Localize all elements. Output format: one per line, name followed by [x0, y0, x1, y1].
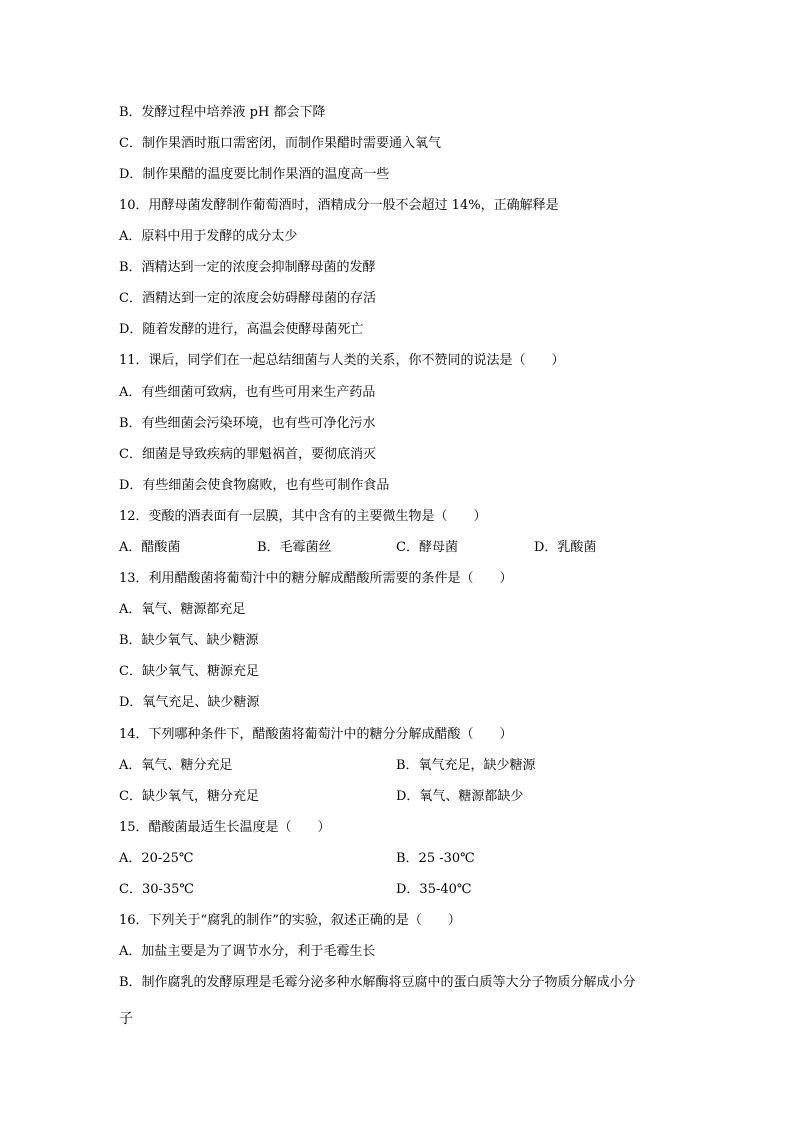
q13-option-d: D．氧气充足、缺少糖源 — [119, 695, 260, 710]
q14-option-a: A．氧气、糖分充足 — [119, 758, 233, 773]
q16-option-b: B．制作腐乳的发酵原理是毛霉分泌多种水解酶将豆腐中的蛋白质等大分子物质分解成小分 — [119, 975, 636, 990]
q10-option-d: D．随着发酵的进行，高温会使酵母菌死亡 — [119, 322, 364, 337]
q14-stem: 14．下列哪种条件下，醋酸菌将葡萄汁中的糖分分解成醋酸（ ） — [119, 727, 513, 742]
q15-option-d: D．35-40℃ — [396, 882, 472, 897]
q16-option-a: A．加盐主要是为了调节水分，利于毛霉生长 — [119, 944, 376, 959]
q12-stem: 12．变酸的酒表面有一层膜，其中含有的主要微生物是（ ） — [119, 509, 487, 524]
q11-option-d: D．有些细菌会使食物腐败，也有些可制作食品 — [119, 478, 390, 493]
q14-option-d: D．氧气、糖源都缺少 — [396, 789, 524, 804]
q16-stem: 16．下列关于“腐乳的制作”的实验，叙述正确的是（ ） — [119, 913, 461, 928]
q12-option-a: A．醋酸菌 — [119, 540, 181, 555]
q10-option-a: A．原料中用于发酵的成分太少 — [119, 229, 298, 244]
q15-stem: 15．醋酸菌最适生长温度是（ ） — [119, 820, 331, 835]
q13-stem: 13．利用醋酸菌将葡萄汁中的糖分解成醋酸所需要的条件是（ ） — [119, 571, 513, 586]
q9-option-d: D．制作果醋的温度要比制作果酒的温度高一些 — [119, 167, 390, 182]
q10-option-b: B．酒精达到一定的浓度会抑制酵母菌的发酵 — [119, 260, 376, 275]
q10-option-c: C．酒精达到一定的浓度会妨碍酵母菌的存活 — [119, 291, 376, 306]
q15-option-a: A．20-25℃ — [119, 851, 194, 866]
q9-option-b: B．发酵过程中培养液 pH 都会下降 — [119, 105, 326, 120]
q9-option-c: C．制作果酒时瓶口需密闭，而制作果醋时需要通入氧气 — [119, 136, 441, 151]
q11-option-c: C．细菌是导致疾病的罪魁祸首，要彻底消灭 — [119, 447, 376, 462]
q14-option-c: C．缺少氧气，糖分充足 — [119, 789, 259, 804]
q13-option-b: B．缺少氧气、缺少糖源 — [119, 633, 259, 648]
q13-option-a: A．氧气、糖源都充足 — [119, 602, 246, 617]
q15-option-c: C．30-35℃ — [119, 882, 194, 897]
q16-option-b-continued: 子 — [119, 1011, 133, 1027]
q11-stem: 11．课后，同学们在一起总结细菌与人类的关系，你不赞同的说法是（ ） — [119, 353, 565, 368]
q12-option-d: D．乳酸菌 — [534, 540, 597, 555]
q12-option-b: B．毛霉菌丝 — [257, 540, 332, 555]
q11-option-b: B．有些细菌会污染环境，也有些可净化污水 — [119, 416, 376, 431]
q10-stem: 10．用酵母菌发酵制作葡萄酒时，酒精成分一般不会超过 14%，正确解释是 — [119, 198, 559, 213]
q15-option-b: B．25 -30℃ — [396, 851, 475, 866]
q14-option-b: B．氧气充足，缺少糖源 — [396, 758, 536, 773]
q13-option-c: C．缺少氧气、糖源充足 — [119, 664, 259, 679]
q11-option-a: A．有些细菌可致病，也有些可用来生产药品 — [119, 385, 376, 400]
q12-option-c: C．酵母菌 — [396, 540, 458, 555]
